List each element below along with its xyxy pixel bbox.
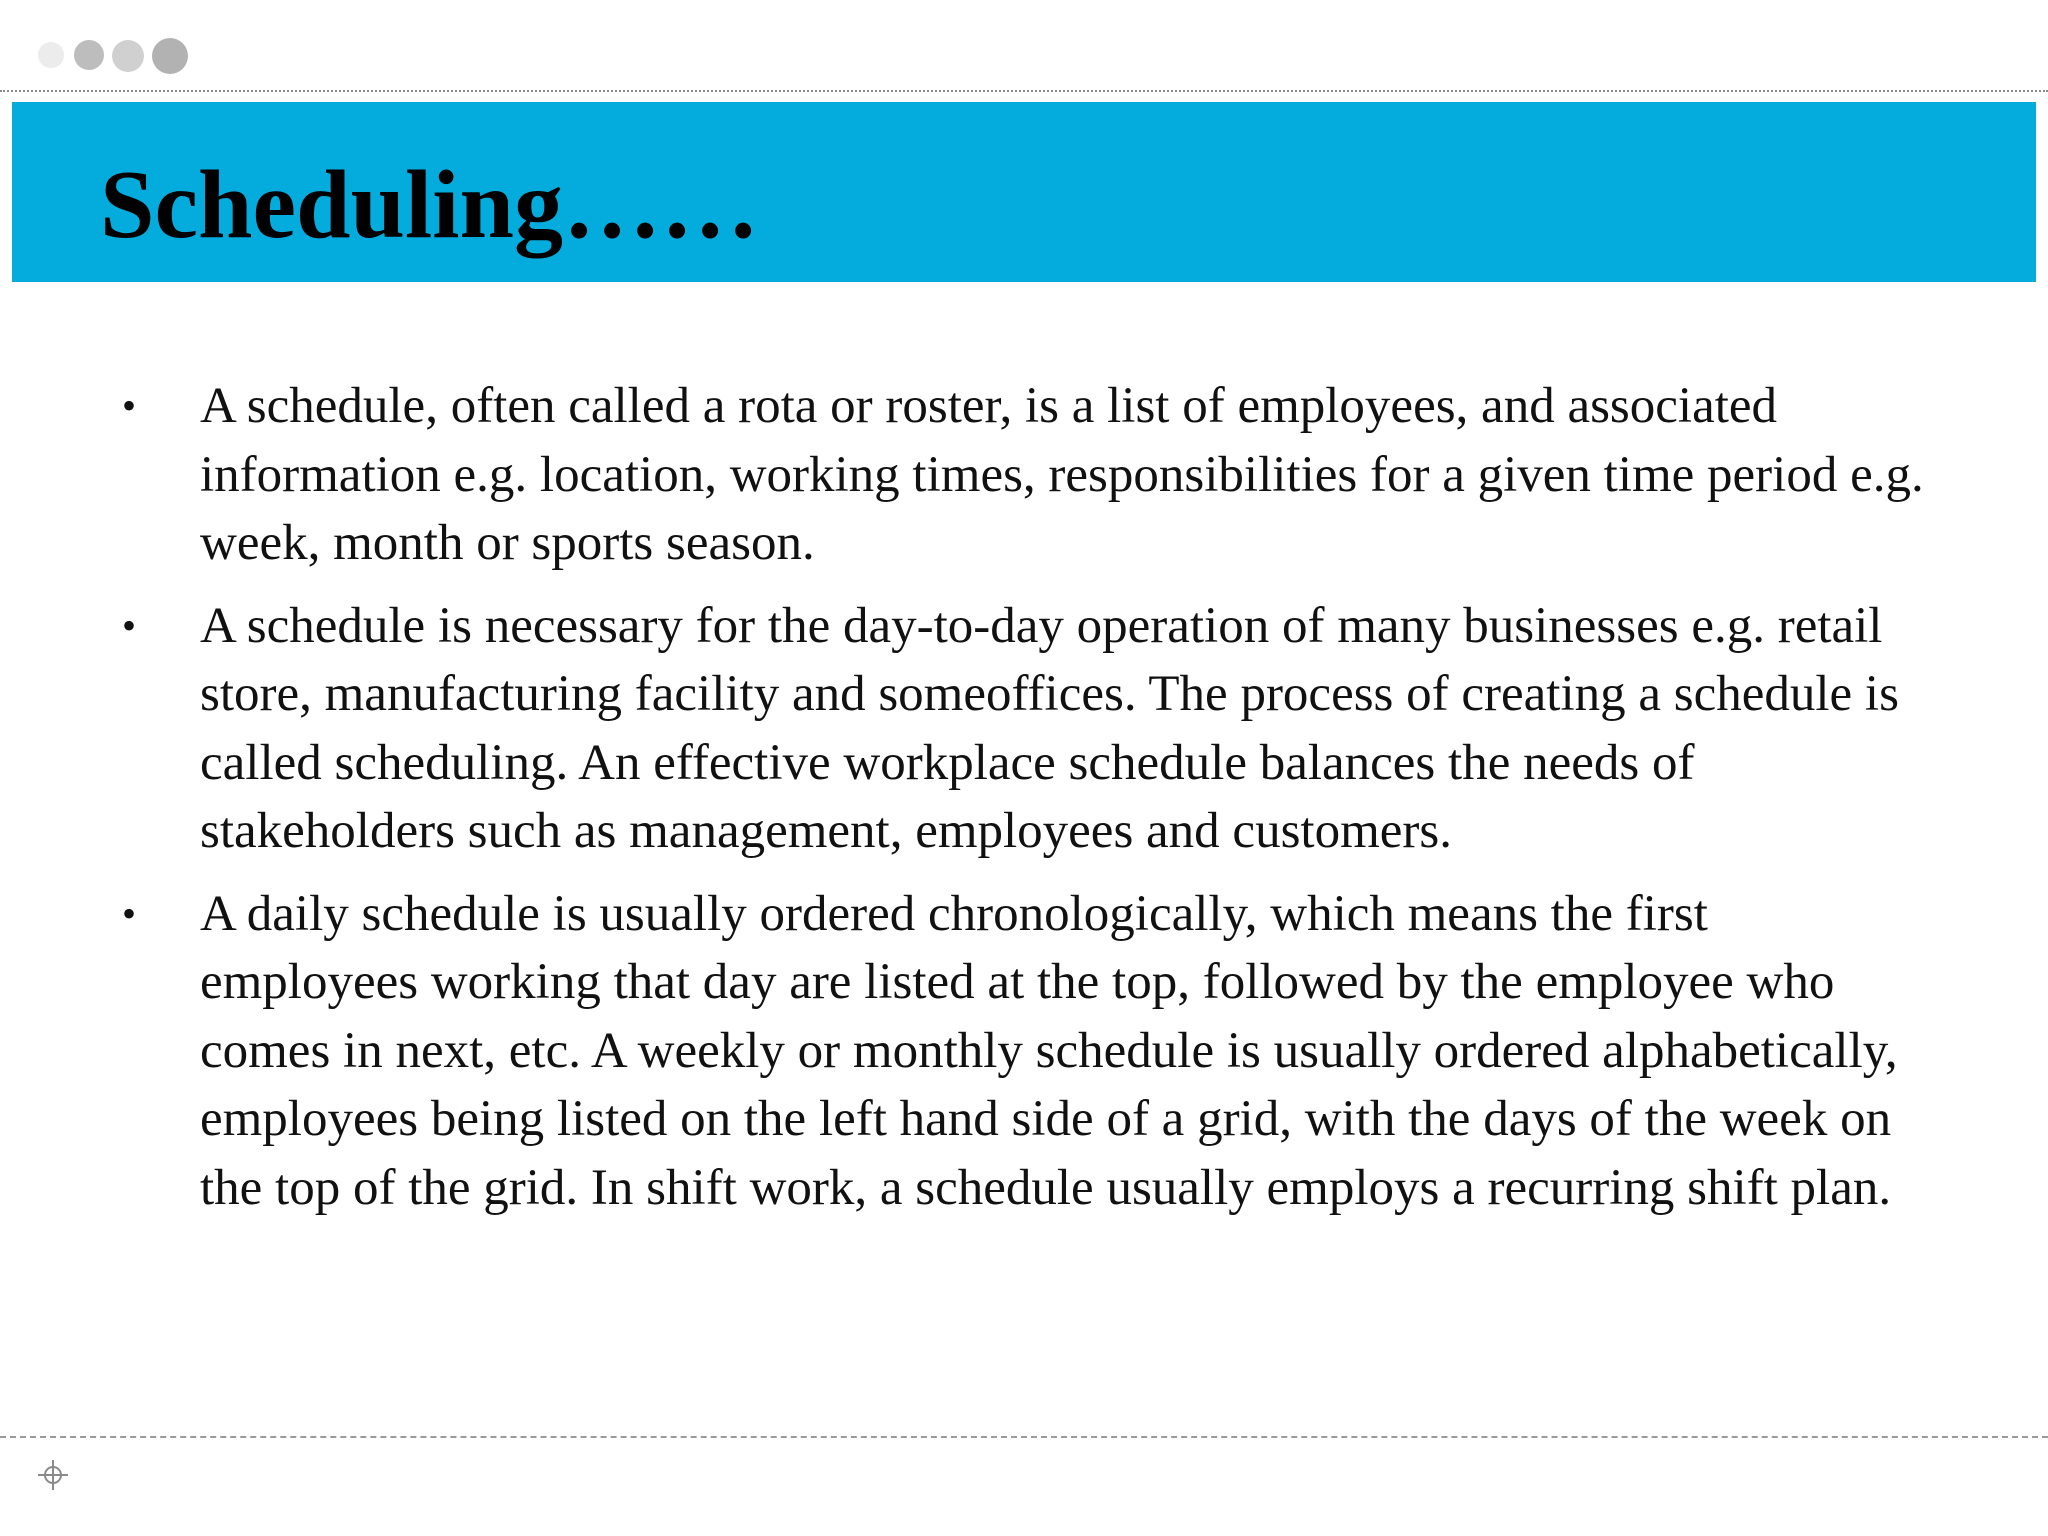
bullet-item <box>118 880 1938 1223</box>
bullet-item <box>118 372 1938 578</box>
dot-4 <box>152 38 188 74</box>
top-divider <box>0 90 2048 92</box>
crosshair-icon <box>36 1458 70 1492</box>
bottom-divider <box>0 1436 2048 1438</box>
bullet-item <box>118 592 1938 866</box>
dot-2 <box>74 40 104 70</box>
dot-1 <box>38 42 64 68</box>
slide-title: Scheduling…… <box>100 151 759 259</box>
dot-3 <box>112 40 144 72</box>
bullet-icon: • <box>122 602 137 648</box>
bullet-list <box>118 372 1938 1236</box>
title-band <box>12 102 2036 282</box>
bullet-text: A daily schedule is usually ordered chronologically, which means the first employees working that day are listed at the top, followed by the employee who comes in next, etc. A weekly or monthly schedule is usually ordered alphabetically, employees being listed on the left hand side of a grid, with the days of the week on the top of the grid. In shift work, a schedule usually employs a recurring shift plan. <box>200 885 1898 1216</box>
bullet-text: A schedule is necessary for the day-to-day operation of many businesses e.g. retail store, manufacturing facility and someoffices. The process of creating a schedule is called scheduling. An effective workplace schedule balances the needs of stakeholders such as management, employees and customers. <box>200 597 1899 859</box>
bullet-text: A schedule, often called a rota or roster, is a list of employees, and associated information e.g. location, working times, responsibilities for a given time period e.g. week, month or sports season. <box>200 378 1924 571</box>
bullet-icon: • <box>122 890 137 936</box>
bullet-icon: • <box>122 383 137 428</box>
